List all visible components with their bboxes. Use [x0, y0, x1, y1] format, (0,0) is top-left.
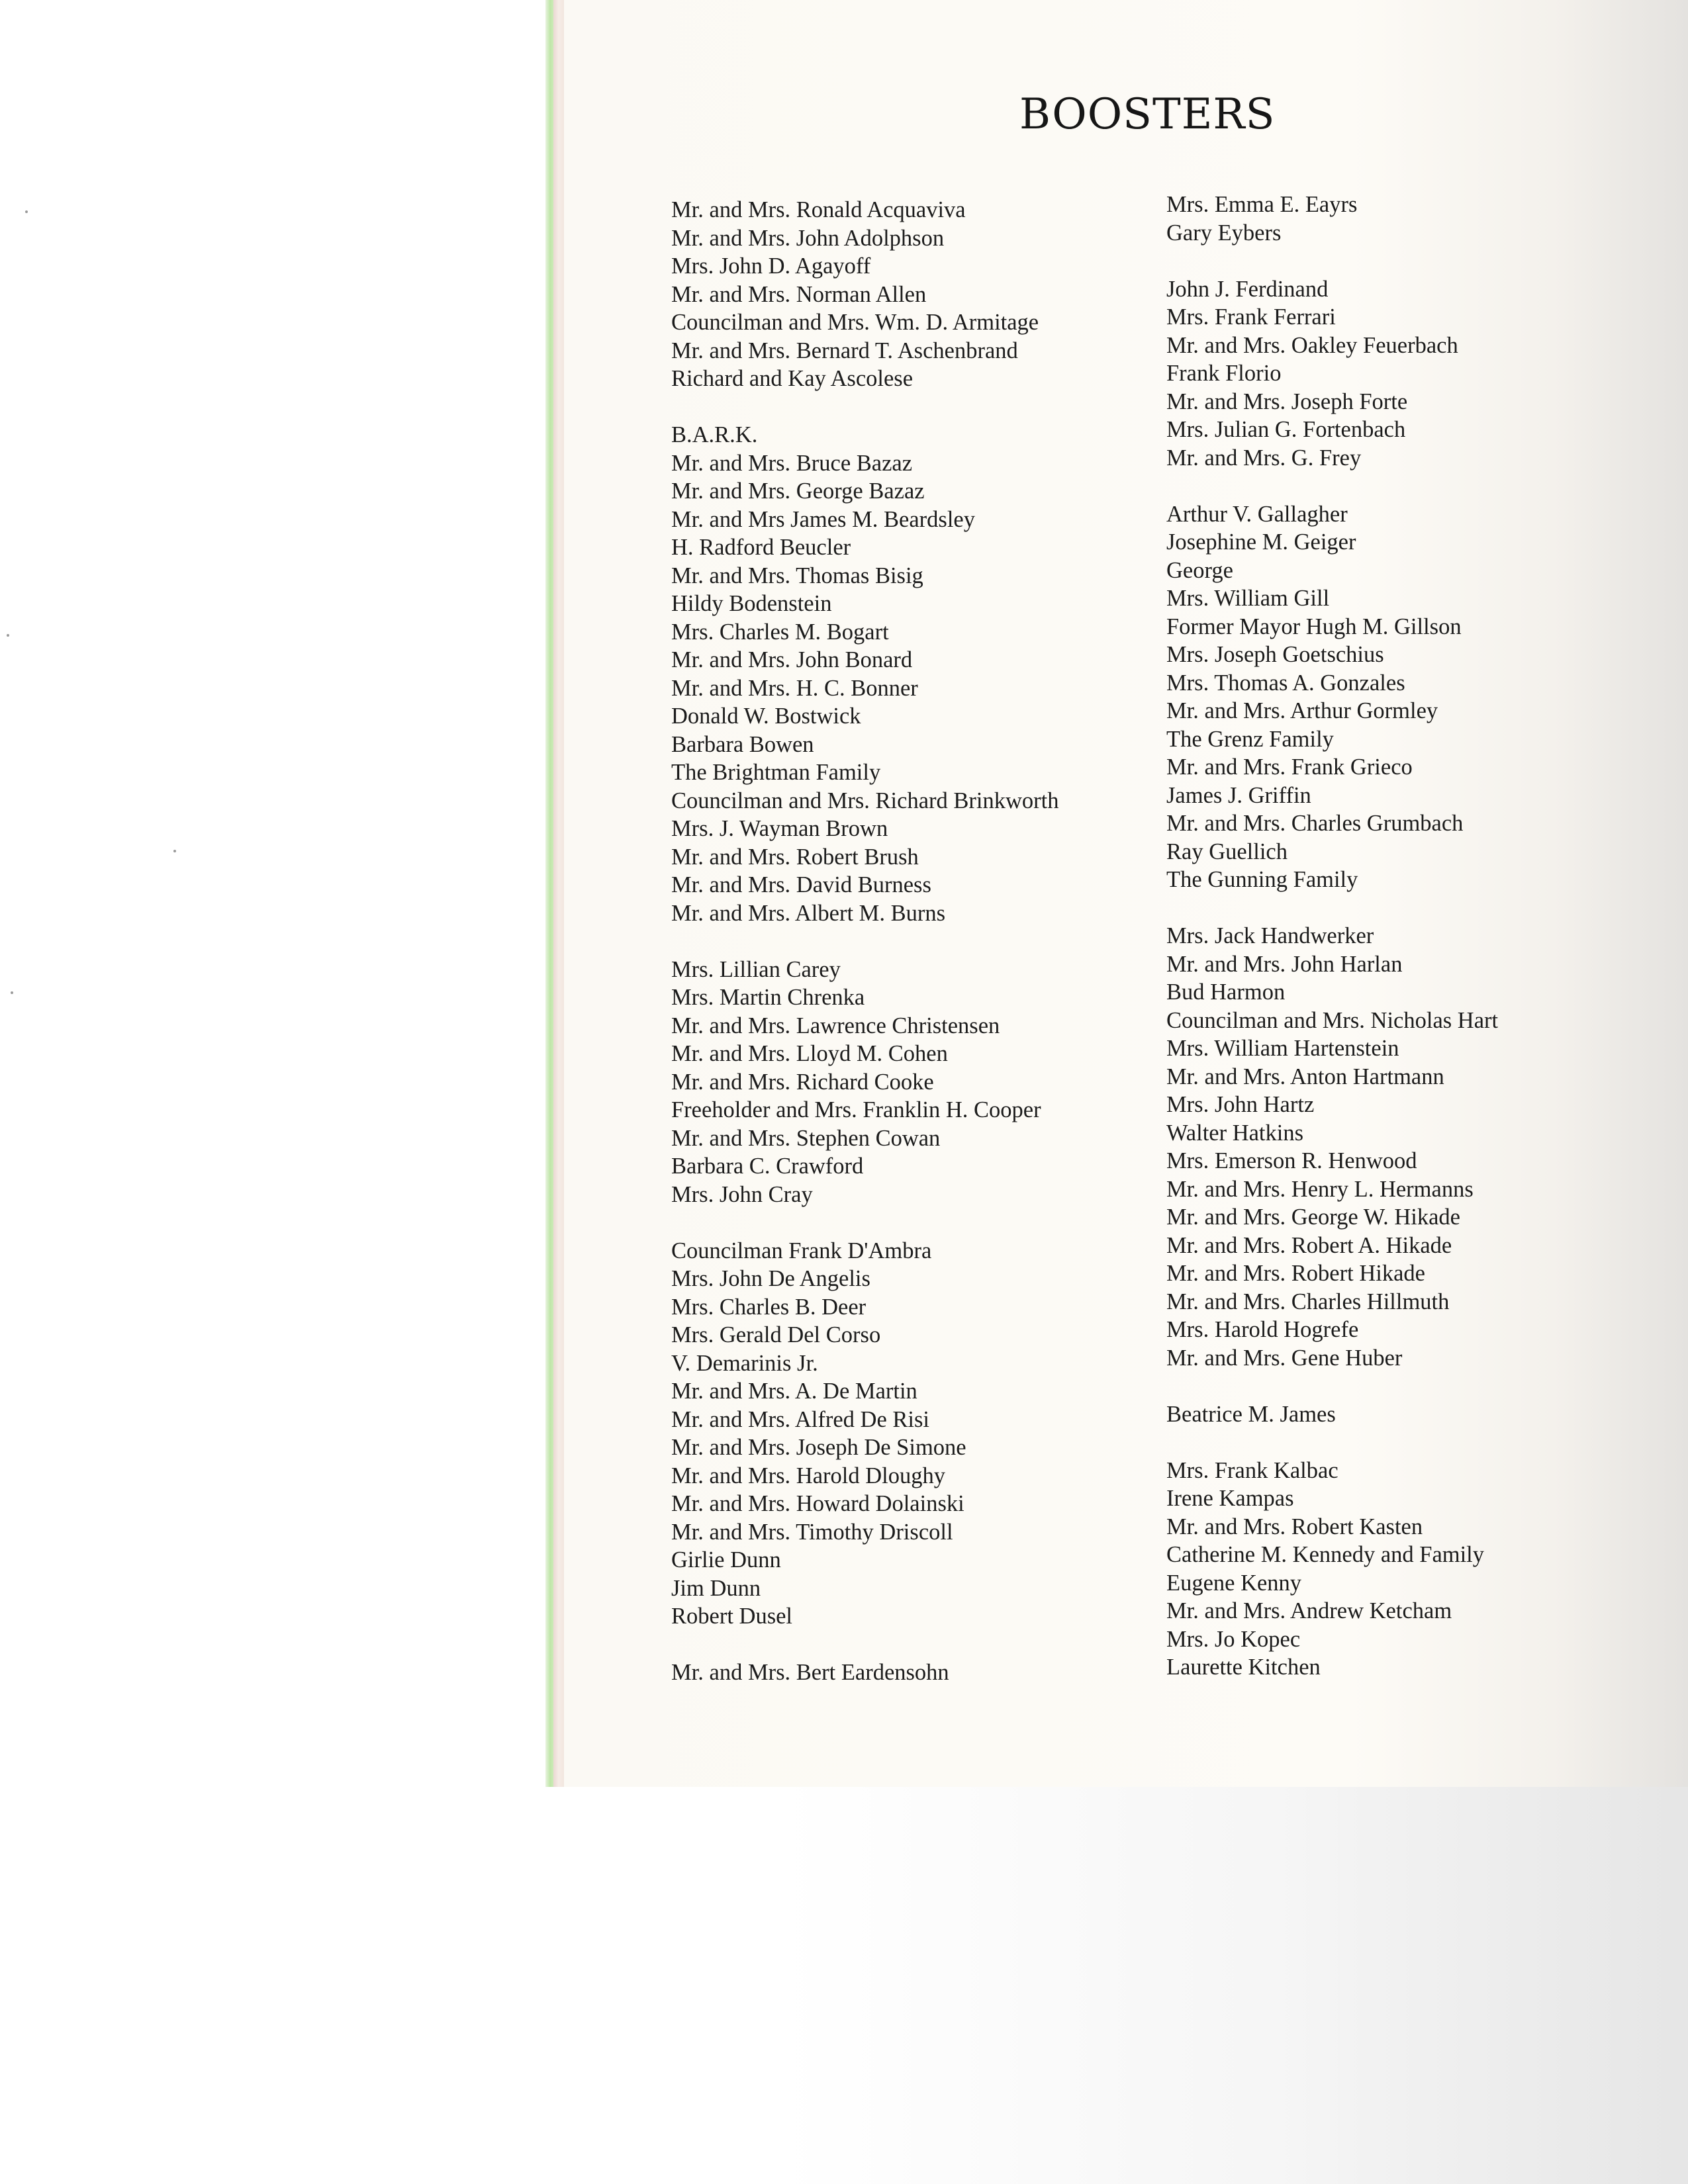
booster-name: Mr. and Mrs. Robert Kasten	[1166, 1514, 1423, 1539]
booster-name: Mr. and Mrs. G. Frey	[1166, 445, 1362, 471]
booster-name: Mrs. Emma E. Eayrs	[1166, 192, 1358, 217]
booster-name: Robert Dusel	[671, 1604, 793, 1629]
booster-name: Frank Florio	[1166, 361, 1282, 386]
booster-name: Mr. and Mrs. George W. Hikade	[1166, 1205, 1460, 1230]
booster-name: H. Radford Beucler	[671, 535, 851, 560]
booster-name: Mr. and Mrs. Albert M. Burns	[671, 900, 945, 926]
booster-name: Mr. and Mrs. Gene Huber	[1166, 1345, 1403, 1371]
booster-name: Mr. and Mrs. Bruce Bazaz	[671, 450, 913, 476]
alphabet-group	[671, 1237, 1058, 1631]
booster-name: Mr. and Mrs. Bernard T. Aschenbrand	[671, 338, 1018, 363]
booster-name: Mr. and Mrs. Stephen Cowan	[671, 1125, 941, 1151]
booster-name: Mrs. Lillian Carey	[671, 956, 841, 982]
booster-name: Mr. and Mrs. Timothy Driscoll	[671, 1519, 953, 1545]
booster-name: Mr. and Mrs. A. De Martin	[671, 1379, 917, 1404]
booster-name: Beatrice M. James	[1166, 1401, 1336, 1427]
dust-speck	[25, 210, 28, 213]
booster-name: Walter Hatkins	[1166, 1120, 1304, 1146]
alphabet-group	[1166, 500, 1498, 894]
booster-name: V. Demarinis Jr.	[671, 1350, 818, 1376]
booster-name: Mr. and Mrs. Arthur Gormley	[1166, 698, 1438, 723]
dust-speck	[7, 634, 9, 637]
booster-name: Mr. and Mrs. Robert Brush	[671, 844, 919, 870]
alphabet-group	[671, 421, 1058, 927]
booster-name: Mrs. J. Wayman Brown	[671, 816, 888, 841]
booster-name: Mrs. Thomas A. Gonzales	[1166, 670, 1405, 696]
booster-name: Richard and Kay Ascolese	[671, 366, 914, 391]
booster-name: Mr. and Mrs. Bert Eardensohn	[671, 1660, 949, 1685]
alphabet-group	[671, 1659, 1058, 1687]
booster-name: Josephine M. Geiger	[1166, 529, 1356, 555]
booster-name: Mr. and Mrs. Frank Grieco	[1166, 754, 1413, 780]
booster-name: Barbara Bowen	[671, 731, 814, 757]
booster-name: Former Mayor Hugh M. Gillson	[1166, 614, 1462, 639]
booster-name: Mrs. John D. Agayoff	[671, 253, 871, 279]
booster-name: Mrs. Joseph Goetschius	[1166, 642, 1384, 667]
booster-name: Mr. and Mrs. Andrew Ketcham	[1166, 1598, 1452, 1623]
booster-name: Mr. and Mrs. Thomas Bisig	[671, 563, 923, 588]
booster-name: Mr. and Mrs. Norman Allen	[671, 281, 927, 307]
booster-name: Mr. and Mrs. George Bazaz	[671, 478, 925, 504]
booster-name: Councilman Frank D'Ambra	[671, 1238, 932, 1263]
booster-name: George	[1166, 557, 1233, 583]
dust-speck	[173, 850, 176, 852]
booster-name: Mrs. Emerson R. Henwood	[1166, 1148, 1417, 1173]
booster-name: Mrs. Martin Chrenka	[671, 985, 865, 1010]
booster-name: Hildy Bodenstein	[671, 591, 832, 616]
booster-name: Mr. and Mrs. Robert A. Hikade	[1166, 1232, 1452, 1258]
alphabet-group	[671, 956, 1058, 1209]
booster-name: Mr. and Mrs. Howard Dolainski	[671, 1491, 964, 1516]
booster-name: Arthur V. Gallagher	[1166, 501, 1348, 527]
booster-name: Mrs. Julian G. Fortenbach	[1166, 417, 1406, 442]
booster-name: Jim Dunn	[671, 1575, 761, 1601]
booster-name: Councilman and Mrs. Richard Brinkworth	[671, 788, 1059, 813]
booster-name: Mrs. John Hartz	[1166, 1092, 1315, 1117]
booster-name: Laurette Kitchen	[1166, 1655, 1321, 1680]
booster-name: Mr. and Mrs. Lloyd M. Cohen	[671, 1041, 948, 1066]
alphabet-group	[1166, 1457, 1498, 1682]
booster-name: Mrs. Harold Hogrefe	[1166, 1317, 1359, 1342]
booster-name: Barbara C. Crawford	[671, 1154, 864, 1179]
booster-name: Mrs. Gerald Del Corso	[671, 1322, 881, 1347]
booster-name: Mr. and Mrs. Lawrence Christensen	[671, 1013, 1000, 1038]
alphabet-group	[1166, 191, 1498, 247]
booster-name: Donald W. Bostwick	[671, 704, 861, 729]
facing-blank-page	[0, 0, 549, 2184]
dust-speck	[11, 991, 13, 994]
booster-name: Mrs. William Hartenstein	[1166, 1036, 1399, 1061]
alphabet-group	[1166, 1400, 1498, 1429]
booster-name: James J. Griffin	[1166, 782, 1311, 808]
booster-name: Mr. and Mrs James M. Beardsley	[671, 506, 975, 532]
booster-name: Mr. and Mrs. Oakley Feuerbach	[1166, 332, 1458, 358]
booster-name: Mrs. Charles M. Bogart	[671, 619, 889, 645]
booster-name: Councilman and Mrs. Nicholas Hart	[1166, 1007, 1499, 1033]
booster-name: Mr. and Mrs. John Adolphson	[671, 225, 945, 251]
booster-column-right	[1166, 191, 1498, 1682]
booster-name: John J. Ferdinand	[1166, 276, 1329, 302]
booster-name: Irene Kampas	[1166, 1486, 1294, 1511]
booster-name: Catherine M. Kennedy and Family	[1166, 1542, 1485, 1567]
booster-name: Eugene Kenny	[1166, 1570, 1302, 1596]
booster-name: Mrs. Frank Ferrari	[1166, 304, 1336, 330]
page-title: BOOSTERS	[1019, 90, 1276, 139]
booster-name: The Grenz Family	[1166, 726, 1334, 752]
booster-name: Mr. and Mrs. H. C. Bonner	[671, 675, 918, 701]
booster-name: Mr. and Mrs. Joseph Forte	[1166, 388, 1408, 414]
booster-name: Mrs. Frank Kalbac	[1166, 1457, 1338, 1483]
booster-name: Mr. and Mrs. Ronald Acquaviva	[671, 197, 966, 222]
booster-column-left	[671, 196, 1058, 1687]
alphabet-group	[671, 196, 1058, 393]
booster-name: Mr. and Mrs. Alfred De Risi	[671, 1406, 930, 1432]
booster-name: The Gunning Family	[1166, 867, 1358, 892]
booster-name: Councilman and Mrs. Wm. D. Armitage	[671, 310, 1039, 335]
scan-shadow	[781, 1787, 1688, 2184]
booster-name: Mr. and Mrs. Richard Cooke	[671, 1069, 934, 1095]
booster-name: Mrs. John De Angelis	[671, 1266, 870, 1291]
booster-name: Bud Harmon	[1166, 979, 1286, 1005]
booster-name: Mrs. Charles B. Deer	[671, 1294, 867, 1320]
booster-name: Mr. and Mrs. John Harlan	[1166, 951, 1403, 977]
booster-name: Mr. and Mrs. Anton Hartmann	[1166, 1064, 1444, 1089]
booster-name: Mr. and Mrs. Harold Dloughy	[671, 1463, 945, 1488]
booster-name: Mr. and Mrs. Charles Hillmuth	[1166, 1289, 1450, 1314]
booster-name: Mrs. Jo Kopec	[1166, 1626, 1301, 1652]
booster-name: Mr. and Mrs. David Burness	[671, 872, 931, 897]
booster-name: Mr. and Mrs. Henry L. Hermanns	[1166, 1176, 1474, 1202]
booster-name: Freeholder and Mrs. Franklin H. Cooper	[671, 1097, 1041, 1122]
booster-name: Gary Eybers	[1166, 220, 1282, 246]
booster-name: Mrs. John Cray	[671, 1181, 813, 1207]
alphabet-group	[1166, 922, 1498, 1372]
alphabet-group	[1166, 275, 1498, 473]
booster-name: Mr. and Mrs. Joseph De Simone	[671, 1435, 966, 1460]
booster-name: Girlie Dunn	[671, 1547, 781, 1572]
booster-name: Mr. and Mrs. John Bonard	[671, 647, 913, 672]
booster-name: The Brightman Family	[671, 760, 881, 785]
booster-name: B.A.R.K.	[671, 422, 758, 447]
booster-name: Mr. and Mrs. Robert Hikade	[1166, 1261, 1425, 1286]
booster-name: Mr. and Mrs. Charles Grumbach	[1166, 811, 1464, 836]
booster-name: Mrs. William Gill	[1166, 586, 1330, 611]
booster-name: Ray Guellich	[1166, 839, 1288, 864]
booster-name: Mrs. Jack Handwerker	[1166, 923, 1374, 948]
